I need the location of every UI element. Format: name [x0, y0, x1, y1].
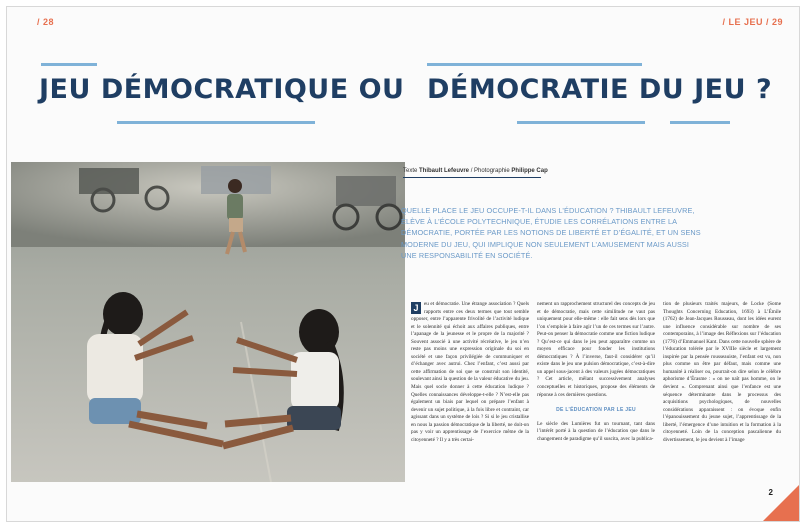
title-rule-top-left [41, 63, 97, 66]
body-column-2 [537, 301, 655, 443]
column-3-text: tion de plusieurs traités majeurs, de Locke (Some Thoughts Concerning Education, 1693) à L’Émile (1762) de Jean-Jacques Rousseau, dont les idées eurent une influence considérable sur nombre de ses contemporains, à l’image des Réflexions sur l’éducation (1776) d’Emmanuel Kant. Dans cette nouvelle sphère de l’éducation tolérée par le XVIIIe siècle et largement inspirée par la pensée rousseauiste, l’enfant est vu, non plus comme un être par défaut, mais comme une humanité à réaliser ou, pourrait-on dire selon le célèbre aphorisme d’Érasme : « on ne naît pas homme, on le devient ». Comprenant ainsi que l’enfance est une séquence déterminante dans le processus des acquisitions psychologiques, de nouvelles considérations apparaissent : on évoque enfin l’épanouissement du jeune sujet, l’apprentissage de la liberté, l’émergence d’une intuition et la formation à la citoyenneté. Loin de la conception pascalienne du divertissement, le jeu devient à l’image [663, 301, 781, 443]
magazine-spread [6, 6, 800, 522]
title-rule-top-right [427, 63, 642, 66]
left-page-number: / 28 [37, 17, 55, 27]
section-subhead: DE L’ÉDUCATION PAR LE JEU [556, 407, 636, 414]
credits-author: Thibault Lefeuvre [419, 168, 470, 174]
column-1-text: eu et démocratie. Une étrange association ? Quels rapports entre ces deux termes que tout semble opposer, entre l’apparente frivolité de l’activité ludique et le solennité qui échoit aux affaires publiques, entre l’apanage de la jeunesse et le propre de la majorité ? Souvent associé à une activité récréative, le jeu n’en reste pas moins une expression originale du soi en société et une façon privilégiée de communiquer et d’échanger avec autrui. Chez l’enfant, c’est aussi par cette affirmation de soi que se construit son identité, soulevant ainsi la question de la valeur éducative du jeu. Mais quel socle donner à cette éducation ludique ? Quelles connaissances développe-t-elle ? N’est-elle pas également un biais par lequel on prépare l’enfant à devenir un sujet politique, à la fois libre et contraint, car agissant dans un système de lois ? Si si le jeu cristallise en nous la passion démocratique de la liberté, ne doit-on pas y voir un apprentissage de l’exercice même de la citoyenneté ? Il y a très certai- [411, 301, 529, 443]
title-rule-bottom-right [670, 121, 730, 124]
article-intro: QUELLE PLACE LE JEU OCCUPE-T-IL DANS L’ÉDUCATION ? THIBAULT LEFEUVRE, ÉLÈVE À L’ÉCOLE POLYTECHNIQUE, ÉTUDIE LES CORRÉLATIONS ENTRE LA DÉMOCRATIE, PORTÉE PAR LES NOTIONS DE LIBERTÉ ET D’ÉGALITÉ, ET UN SENS MODERNE DU JEU, QUI IMPLIQUE NON SEULEMENT L’AMUSEMENT MAIS AUSSI UNE RESPONSABILITÉ EN SOCIÉTÉ. [401, 206, 701, 260]
article-credits [403, 168, 548, 174]
right-page-header: / LE JEU / 29 [722, 17, 783, 27]
body-column-3 [663, 301, 781, 444]
credits-text-prefix: Texte [403, 168, 418, 174]
column-2-text: nement un rapprochement structurel des concepts de jeu et de démocratie, mais cette similitude ne vaut pas uniquement pour elle-même : elle fait sens dès lors que l’on s’emploie à faire agir l’un de ces termes sur l’autre. Peut-on penser la démocratie comme une fiction ludique ? Qu’est-ce qui dans le jeu peut apparaître comme un moyen efficace pour fonder les institutions démocratiques ? À l’inverse, faut-il considérer qu’il existe dans le jeu une pulsion démocratique, c’est-à-dire un appel sous-jacent à des valeurs jugées démocratiques ? Cet article, mêlant successivement analyses conceptuelles et historiques, propose des éléments de réponse à ces dernières questions. [537, 301, 655, 398]
children-playing-photo [11, 162, 405, 482]
dropcap: J [411, 302, 421, 314]
title-rule-bottom-left [117, 121, 315, 124]
title-left: JEU DÉMOCRATIQUE OU [39, 74, 405, 105]
column-2-after-text: Le siècle des Lumières fut un tournant, tant dans l’intérêt porté à la question de l’éducation que dans le changement de paradigme qu’il suscita, avec la publica- [537, 420, 655, 442]
credits-photo-prefix: / Photographie [469, 168, 510, 174]
credits-photographer: Philippe Cap [511, 168, 548, 174]
title-right: DÉMOCRATIE DU JEU ? [427, 74, 773, 105]
title-rule-bottom-mid [517, 121, 645, 124]
credits-rule [403, 177, 541, 178]
corner-page-number: 2 [768, 488, 773, 497]
body-column-1 [411, 301, 529, 444]
